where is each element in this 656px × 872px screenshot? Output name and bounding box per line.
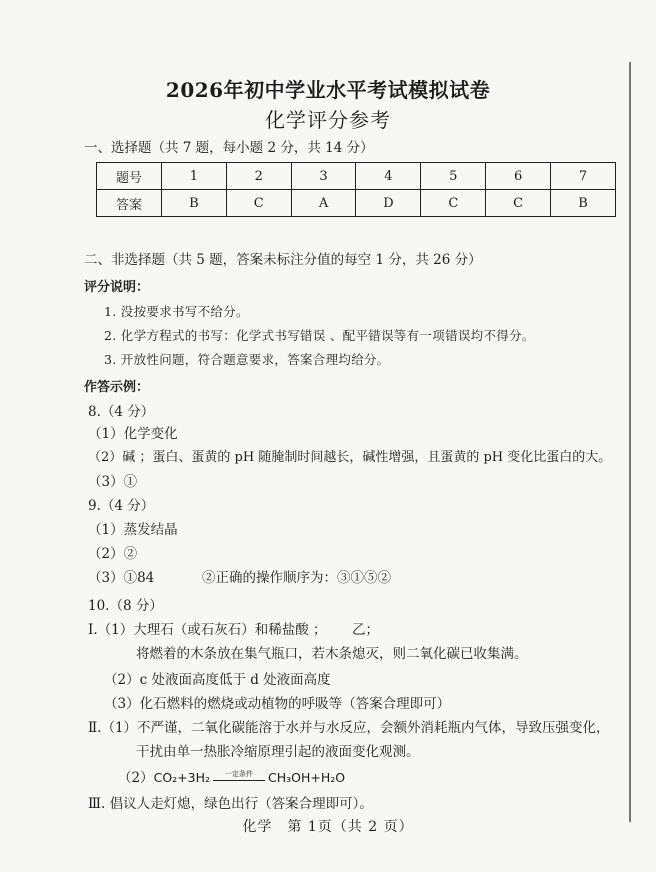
answer-table xyxy=(96,162,616,217)
equation-products: CH₃OH+H₂O xyxy=(268,770,346,785)
q8-answer-1: （1）化学变化 xyxy=(88,426,178,442)
table-row xyxy=(97,163,616,190)
scoring-note: 3. 开放性问题，符合题意要求，答案合理均给分。 xyxy=(104,352,390,367)
examples-title: 作答示例： xyxy=(84,380,150,395)
q10-ii-1: Ⅱ.（1）不严谨，二氧化碳能溶于水并与水反应，会额外消耗瓶内气体，导致压强变化， xyxy=(88,720,610,736)
q9-answer-3b: ②正确的操作顺序为：③①⑤② xyxy=(202,570,391,586)
q8-answer-3: （3）① xyxy=(88,474,138,490)
q10-i-3: （3）化石燃料的燃烧或动植物的呼吸等（答案合理即可） xyxy=(104,696,451,712)
q8-answer-2: （2）碱 ；蛋白、蛋黄的 pH 随腌制时间越长，碱性增强，且蛋黄的 pH 变化比蛋白的大。 xyxy=(88,450,612,465)
chemical-equation xyxy=(118,766,345,786)
answer-cell: A xyxy=(291,190,356,217)
answer-cell: C xyxy=(421,190,486,217)
row-label-question: 题号 xyxy=(97,163,162,190)
page-footer: 化学 第 1页（共 2 页） xyxy=(242,819,414,835)
exam-subtitle: 化学评分参考 xyxy=(265,108,391,132)
q9-answer-3a: （3）①84 xyxy=(88,570,155,586)
answer-cell: D xyxy=(356,190,421,217)
page-edge xyxy=(629,62,631,822)
q9-label: 9.（4 分） xyxy=(88,498,155,514)
exam-title: 2026年初中学业水平考试模拟试卷 xyxy=(165,78,491,102)
question-number: 5 xyxy=(421,163,486,190)
answer-cell: B xyxy=(161,190,226,217)
answer-cell: C xyxy=(226,190,291,217)
reaction-condition: 一定条件 xyxy=(225,769,254,778)
question-number: 7 xyxy=(551,163,616,190)
question-number: 1 xyxy=(161,163,226,190)
scoring-notes-title: 评分说明： xyxy=(84,280,150,295)
q9-answer-2: （2）② xyxy=(88,546,138,562)
q10-label: 10.（8 分） xyxy=(88,598,163,614)
q10-i-1c: 将燃着的木条放在集气瓶口，若木条熄灭，则二氧化碳已收集满。 xyxy=(136,646,528,662)
section1-heading: 一、选择题（共 7 题，每小题 2 分，共 14 分） xyxy=(84,140,374,156)
table-row xyxy=(97,190,616,217)
scoring-note: 1. 没按要求书写不给分。 xyxy=(104,304,249,319)
question-number: 6 xyxy=(486,163,551,190)
equation-reactants: CO₂+3H₂ xyxy=(153,770,211,785)
equation-label: （2） xyxy=(118,770,154,786)
q9-answer-1: （1）蒸发结晶 xyxy=(88,522,178,538)
section2-heading: 二、非选择题（共 5 题，答案未标注分值的每空 1 分，共 26 分） xyxy=(84,252,482,268)
question-number: 3 xyxy=(291,163,356,190)
scoring-note: 2. 化学方程式的书写：化学式书写错误 、配平错误等有一项错误均不得分。 xyxy=(104,328,535,343)
q8-label: 8.（4 分） xyxy=(88,404,155,420)
q10-i-1: Ⅰ.（1）大理石（或石灰石）和稀盐酸 ； xyxy=(88,622,327,638)
question-number: 2 xyxy=(226,163,291,190)
answer-cell: C xyxy=(486,190,551,217)
q10-i-2: （2）c 处液面高度低于 d 处液面高度 xyxy=(104,672,331,688)
reaction-arrow xyxy=(213,769,265,785)
row-label-answer: 答案 xyxy=(97,190,162,217)
q10-iii: Ⅲ. 倡议人走灯熄，绿色出行（答案合理即可）。 xyxy=(88,796,373,812)
question-number: 4 xyxy=(356,163,421,190)
answer-cell: B xyxy=(551,190,616,217)
q10-ii-1b: 干扰由单一热胀冷缩原理引起的液面变化观测。 xyxy=(136,744,420,760)
q10-i-1b: 乙； xyxy=(352,622,379,638)
